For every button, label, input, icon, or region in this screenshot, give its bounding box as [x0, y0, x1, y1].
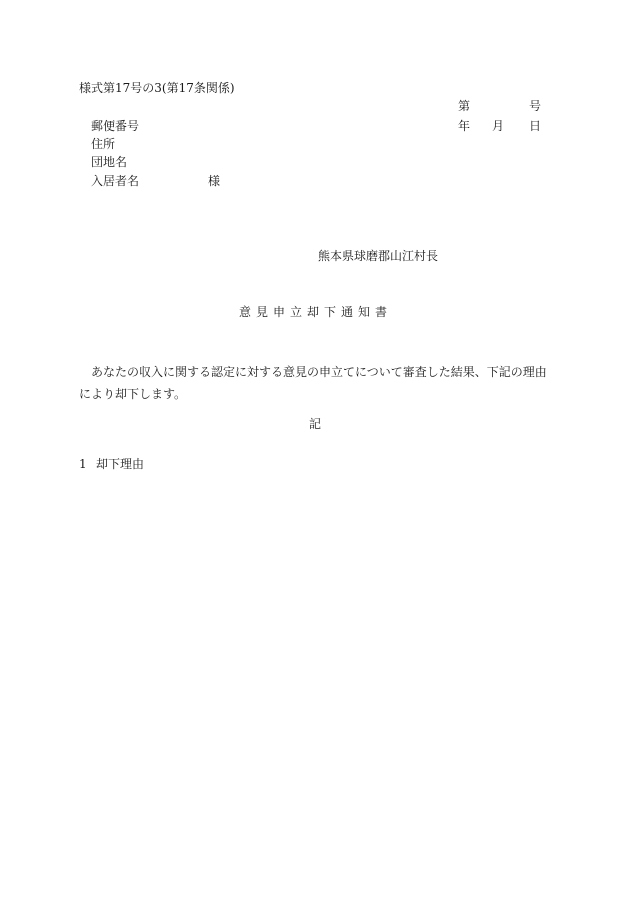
- date-day: 日: [529, 119, 542, 133]
- doc-number-suffix: 号: [529, 99, 542, 113]
- doc-number-prefix: 第: [458, 99, 471, 113]
- item-number: 1: [79, 457, 87, 471]
- form-number: 様式第17号の3(第17条関係): [79, 81, 235, 95]
- postal-code-label: 郵便番号: [91, 119, 140, 133]
- date-year: 年: [458, 119, 471, 133]
- address-label: 住所: [91, 137, 116, 151]
- date-month: 月: [492, 119, 505, 133]
- resident-label: 入居者名: [91, 174, 140, 188]
- ki-heading: 記: [309, 417, 322, 431]
- item-label: 却下理由: [96, 457, 145, 471]
- body-text: あなたの収入に関する認定に対する意見の申立てについて審査した結果、下記の理由により却下します。: [79, 365, 547, 401]
- honorific: 様: [208, 174, 221, 188]
- issuer-name: 熊本県球磨郡山江村長: [318, 249, 439, 263]
- document-title: 意見申立却下通知書: [239, 305, 393, 319]
- complex-label: 団地名: [91, 155, 128, 169]
